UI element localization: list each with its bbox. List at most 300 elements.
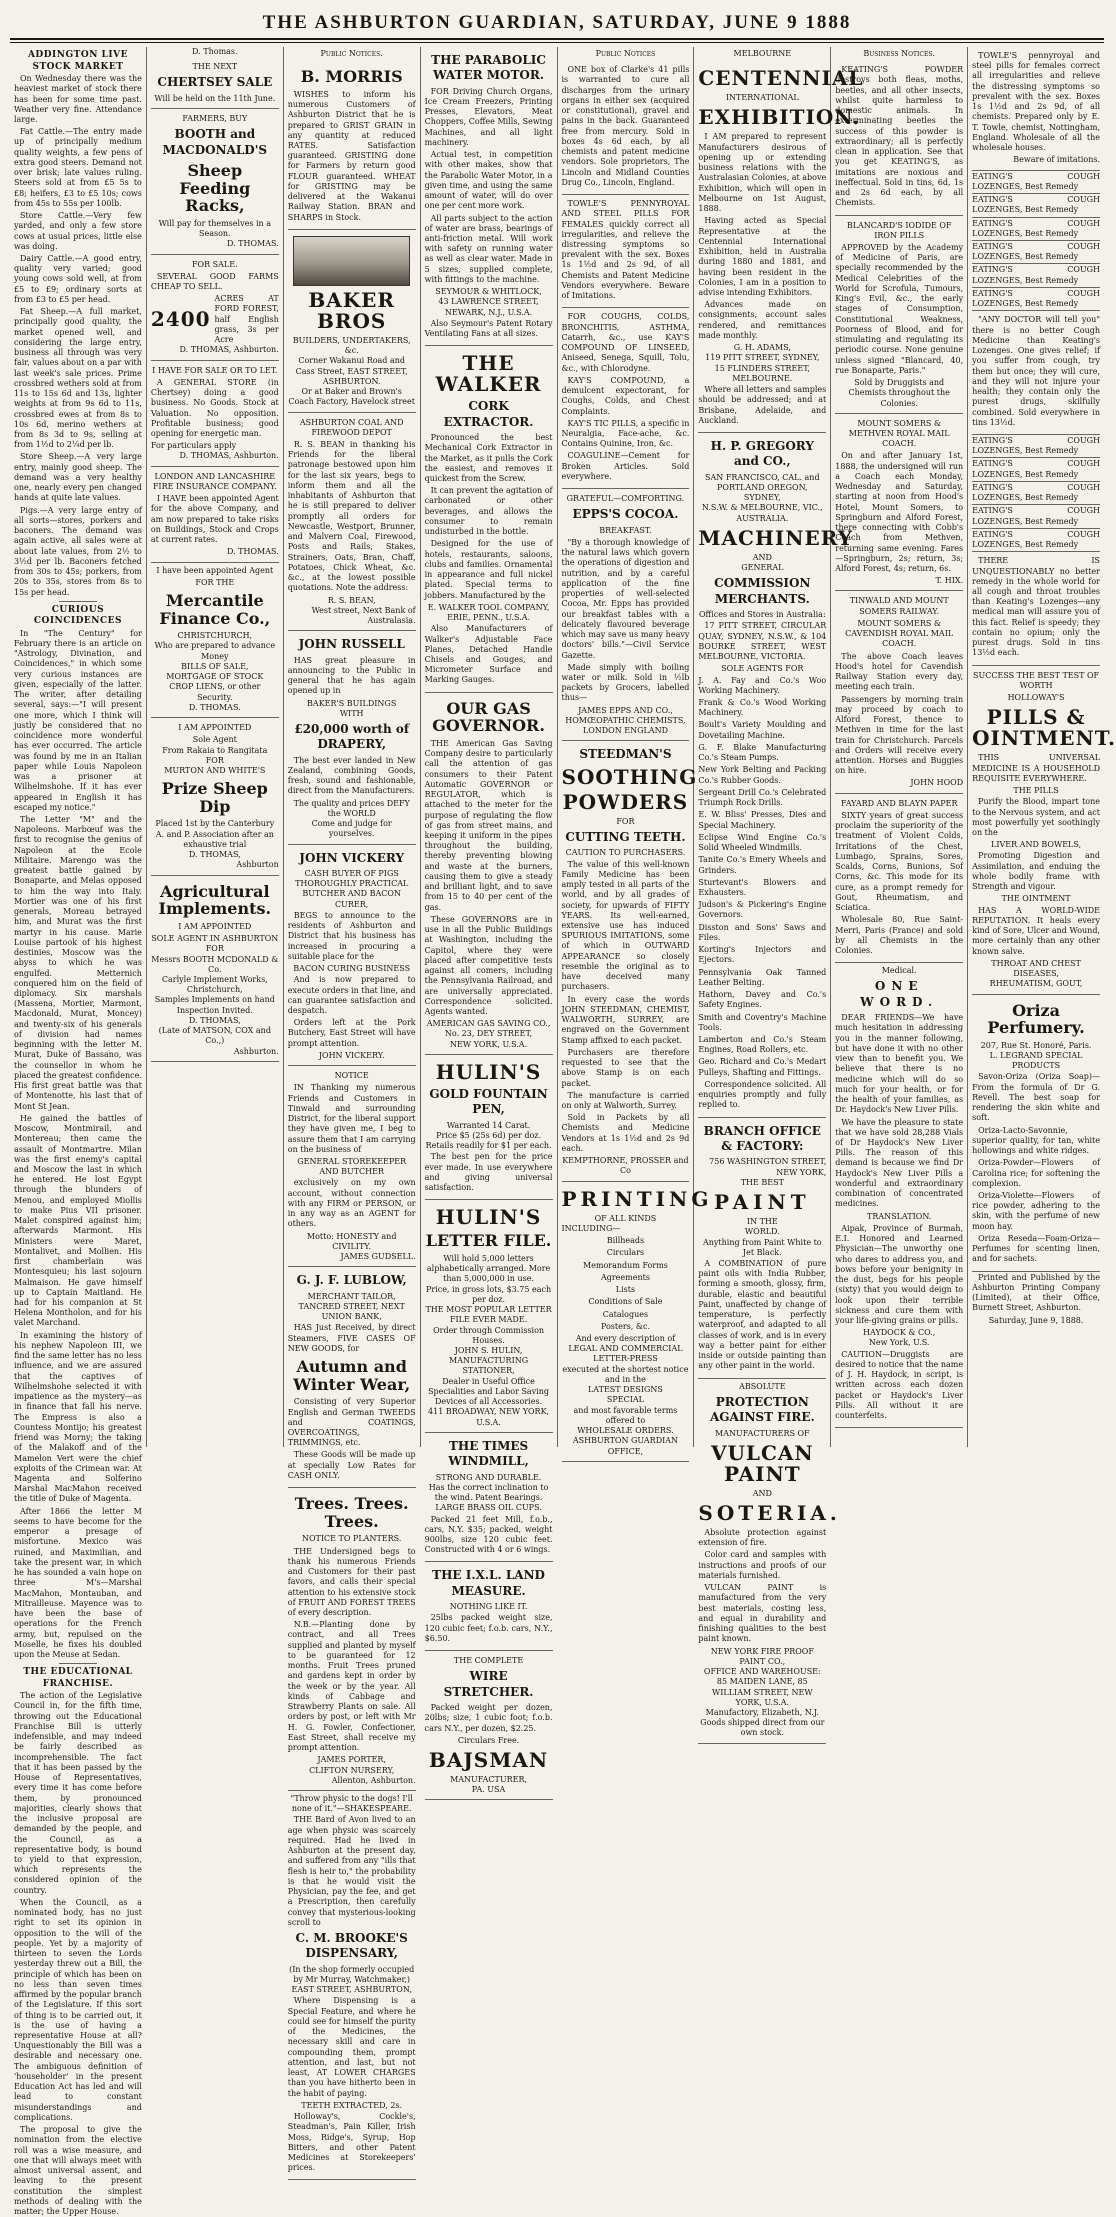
ad-heading: BLANCARD'S IODIDE OF IRON PILLS	[846, 220, 952, 240]
ad-title: OUR GAS GOVERNOR.	[432, 698, 545, 736]
ad-text: AND	[752, 1488, 772, 1498]
ad-john-vickery	[288, 845, 416, 1067]
ad-text: LETTER-PRESS	[593, 1354, 658, 1364]
ad-text: Ashburton.	[233, 1046, 279, 1056]
ad-dispensary	[288, 1791, 416, 2180]
ad-text: Allenton, Ashburton.	[331, 1775, 416, 1785]
article-heading-franchise: THE EDUCATIONAL FRANCHISE.	[23, 1667, 133, 1689]
ad-heading: ASHBURTON COAL AND FIREWOOD DEPOT	[299, 417, 404, 437]
agent-item: Sergeant Drill Co.'s Celebrated Triumph Rock Drills.	[698, 787, 827, 808]
ad-text: Packed 21 feet Mill, f.o.b., cars, N.Y. $35; packed, weight 900lbs, size 120 cubic feet. Constructed with 4 or 6 wings.	[424, 1514, 553, 1555]
ad-text: Order through Commission Houses.	[433, 1325, 545, 1345]
ad-text: TEETH EXTRACTED, 2s.	[301, 2100, 403, 2110]
ad-quote: "Throw physic to the dogs! I'll none of it."—SHAKESPEARE.	[290, 1794, 413, 1814]
ad-coal-depot	[288, 413, 416, 632]
ad-text: 43 LAWRENCE STREET,	[438, 297, 539, 307]
ad-text: FOR	[205, 755, 224, 765]
ad-text: Correspondence solicited. All enquiries promptly and fully replied to.	[698, 1079, 827, 1110]
keating-lozenges-item: EATING'S COUGH LOZENGES, Best Remedy	[972, 505, 1100, 528]
ad-heading: TINWALD AND MOUNT SOMERS RAILWAY.	[849, 596, 949, 616]
agent-item: Korting's Injectors and Ejectors.	[698, 945, 827, 965]
ad-morris	[288, 61, 416, 230]
ad-title: JOHN VICKERY	[299, 850, 405, 865]
ad-text: THROAT AND CHEST DISEASES,	[991, 958, 1081, 979]
article-paragraph: The action of the Legislative Council in, for the fifth time, throwing out the Educational Franchise Bill is utterly indefensible, and may indeed be fairly described as incomprehensible. The fact that it has been passed by the House of Representatives, every time it has come before them, by pronounced majorities, clearly shows that the inclusive proposal are demanded by the people, and the Council, as a representative body, is bound to yield to that expression, which represents the considered opinion of the country.	[14, 1691, 142, 1895]
ad-text: Where all letters and samples should be addressed; and at Brisbane, Adelaide, and Auckland.	[698, 385, 827, 425]
ad-big-text: Prize Sheep Dip	[161, 779, 268, 816]
masthead	[10, 8, 1104, 40]
article-paragraph: Store Sheep.—A very large entry, mainly good sheep. The demand was a very healthy one, nearly every pen changed hands at quite late values.	[14, 452, 142, 503]
ad-company: JAMES EPPS AND CO.,	[578, 705, 673, 715]
ad-text: VULCAN PAINT is manufactured from the very best materials, costing less, and equal in durability and finishing qualities to the best paint known.	[698, 1583, 827, 1644]
ad-text: The best ever landed in New Zealand, combining Goods, fresh, sound and fashionable, direct from the Manufacturers.	[287, 755, 416, 796]
ad-holloways	[972, 666, 1116, 995]
ad-clarkes-pills	[562, 61, 690, 195]
ad-text: CASH BUYER OF PIGS	[304, 868, 399, 878]
ad-signature: D. THOMAS,	[188, 1015, 241, 1025]
ad-title: SOOTHING	[561, 764, 698, 789]
ad-text: Where Dispensing is a Special Feature, and where he could see for himself the purity of the Medicines, the necessary skill and care in compounding them, prompt attention, and last, but not least, AT LOWER CHARGES than you have hitherto been in the habit of paying.	[287, 1996, 416, 2098]
ad-text: Consisting of very Superior English and German TWEEDS and COATINGS, OVERCOATINGS, TRIMMINGS, etc.	[287, 1397, 416, 1448]
ad-text: 207, Rue St. Honoré, Paris.	[980, 1040, 1092, 1050]
ad-text: 756 WASHINGTON STREET, NEW YORK,	[709, 1157, 827, 1177]
ad-text: SOLE AGENTS FOR	[721, 664, 804, 674]
agent-item: Hathorn, Davey and Co.'s Safety Engines.	[698, 990, 827, 1010]
ad-title: Trees. Trees. Trees.	[294, 1494, 409, 1531]
printing-item: Posters, &c.	[600, 1321, 650, 1331]
ad-text: SAN FRANCISCO, CAL. and	[705, 472, 820, 482]
column-7	[831, 47, 968, 1447]
ad-heading: FAYARD AND BLAYN PAPER	[840, 798, 958, 808]
ad-text: Price $5 (25s 6d) per doz. Retails readily for $1 per each.	[425, 1130, 552, 1151]
ad-text: Sold by Druggists and Chemists throughout the Colonies.	[848, 378, 950, 408]
ad-farms-for-sale	[151, 255, 279, 361]
ad-unquestionably	[972, 552, 1100, 665]
article-paragraph: After 1866 the letter M seems to have become for the emperor a presage of misfortune. Mexico was ruined, and Maximilian, and take the present war, in which he has sounded a vain hope on three M's—Marshal MacMahon, Montauban, and Mitrailleuse. Mayence was to have been the base of operations for the French army, but, repulsed on the Moselle, he fixes his doubled upon the Meuse at Sedan.	[14, 1506, 142, 1659]
ad-title: HULIN'S	[435, 1059, 542, 1084]
ad-text: LONDON ENGLAND	[582, 726, 668, 736]
agent-item: Eclipse Wind Engine Co.'s Solid Wheeled Windmills.	[698, 832, 827, 853]
ad-text: Will be held on the 11th June.	[154, 93, 276, 103]
ad-text: BILLS OF SALE,	[181, 661, 249, 671]
ad-towles-pennyroyal	[972, 47, 1100, 171]
ad-text: RHEUMATISM, GOUT,	[989, 979, 1083, 989]
ad-text: N.B.—Planting done by contract, and all Trees supplied and planted by myself to be guaranteed for 12 months. Fruit Trees pruned and gardens kept in order by the week or by the year. All kinds of Cabbage and Strawberry Plants on sale. All orders by post, or left with Mr H. G. Fowler, Confectioner, East Street, shall receive my prompt attention.	[287, 1620, 416, 1753]
ad-sheep-racks	[151, 109, 279, 254]
ad-text: Pronounced the best Mechanical Cork Extractor in the Market, as it pulls the Cork the easiest, and removes it quickest from the Screw.	[424, 433, 553, 483]
ad-heading: THE COMPLETE	[453, 1656, 524, 1666]
ad-vulcan-paint	[698, 1379, 841, 1744]
ad-centennial-exhibition	[698, 61, 864, 433]
ad-text: Purchasers are therefore requested to see that the above Stamp is on each packet.	[561, 1047, 690, 1088]
ad-text: 85 MAIDEN LANE, 85 WILLIAM STREET, NEW YORK, U.S.A.	[712, 1677, 813, 1707]
ad-wire-stretcher	[425, 1651, 553, 1800]
ad-text: Advances made on consignments, account sales rendered, and remittances made monthly.	[698, 300, 827, 340]
agent-item: G. F. Blake Manufacturing Co.'s Steam Pumps.	[698, 742, 827, 763]
ad-text: AND	[752, 552, 772, 562]
ad-fountain-pen	[425, 1055, 553, 1200]
agent-item: Frank & Co.'s Wood Working Machinery.	[698, 697, 827, 718]
ad-text: Or at Baker and Brown's Coach Factory, Havelock street	[288, 387, 415, 407]
ad-text: CUTTING TEETH.	[565, 830, 686, 845]
agent-item: Boult's Variety Moulding and Dovetailing Machine.	[698, 720, 827, 740]
ad-title: HULIN'S	[435, 1205, 542, 1230]
ad-text: CAUTION—Druggists are desired to notice that the name of J. H. Haydock, in script, is written across each dozen packet or Haydock's Liver Pills. All without it are counterfeits.	[835, 1349, 964, 1421]
ad-text: Orders left at the Pork Butchery, East Street will have prompt attention.	[287, 1018, 416, 1048]
ad-trees	[288, 1488, 416, 1791]
masthead-rule	[10, 42, 1104, 43]
ad-text: Also Manufacturers of Walker's Adjustable Face Planes, Detached Handle Chisels and Gouges, and Micrometer Surface and Marking Gauges.	[424, 624, 553, 685]
ad-sheep-dip	[151, 718, 279, 876]
ad-text: Messrs BOOTH MCDONALD & Co.	[151, 954, 279, 974]
ad-text: Actual test, in competition with other makes, show that the Parabolic Water Motor, in a given time, and using the same amount of water, will do over one per cent more work.	[424, 150, 553, 211]
imprint-text: Printed and Published by the Ashburton Printing Company (Limited), at their Office, Burnett Street, Ashburton.	[972, 1272, 1100, 1313]
ad-text: BAKER'S BUILDINGS	[307, 698, 397, 708]
ad-text: Inspection Invited.	[176, 1005, 253, 1015]
article-paragraph: In examining the history of his nephew Napoleon III, we find the same letter has no less influence, and we are assured that the captives of Wilhelmshohe selected it with impatience as the mystery—as in finance that fall his nerve. The Empress is also a Countess Montijo; his greatest friend was Morny; the taking of the Malakoff and of the Mamelon Vert were the chief exploits of the Crimean war. At Magenta and Solferino Marshal MacMahon received the title of Duke of Magenta.	[14, 1330, 142, 1504]
ad-title: ONE WORD.	[860, 979, 939, 1009]
ad-text: (In the shop formerly occupied by Mr Murray, Watchmaker,)	[289, 1964, 415, 1984]
printing-item: Billheads	[606, 1236, 645, 1246]
ad-text: FOR	[616, 816, 635, 826]
ad-title: CHERTSEY SALE	[157, 75, 273, 90]
ad-text: FOR Driving Church Organs, Ice Cream Freezers, Printing Presses, Elevators, Meat Choppers, Coffee Mills, Sewing Machines, and all light machinery.	[424, 86, 553, 147]
ad-heading: TRANSLATION.	[867, 1211, 932, 1221]
ad-text: Who are prepared to advance Money	[154, 641, 276, 661]
ad-text: Having acted as Special Representative at the Centennial International Exhibition, held in Australia during 1880 and 1881, and having been resident in the Colonies, I am in a position to advise intending Exhibitors.	[698, 216, 827, 297]
section-heading: Business Notices.	[863, 49, 935, 58]
ad-text: HOMŒOPATHIC CHEMISTS,	[565, 715, 686, 725]
ad-text: Sold in Packets by all Chemists and Medicine Vendors at 1s 1½d and 2s 9d each.	[561, 1113, 690, 1153]
ad-text: THE American Gas Saving Company desire to particularly call the attention of gas consumers to their Patent Automatic GOVERNOR or REGULATOR, which is attached to the meter for the purpose of regulating the flow of gas from street mains, and keeping it uniform in the pipes throughout the building, thereby preventing blowing and waste at the burners, causing them to give a steady and brilliant light, and to save from 15 to 40 per cent of the gas.	[424, 738, 553, 912]
ad-tinwald-railway	[835, 591, 963, 793]
ad-text: 15 FLINDERS STREET, MELBOURNE.	[714, 363, 810, 383]
ad-general-store	[151, 361, 279, 467]
ad-text: WORLD.	[744, 1227, 780, 1237]
ad-text: A GENERAL STORE (in Chertsey) doing a good business. No Goods. Stock at Valuation. No opposition. Profitable business; good opening for energetic man.	[150, 377, 279, 439]
ad-title: B. MORRIS	[300, 67, 403, 87]
ad-text: Come and judge for yourselves.	[311, 819, 392, 839]
ad-text: HAS A WORLD-WIDE REPUTATION. It heals every kind of Sore, Ulcer and Wound, more certainly than any other known salve.	[972, 905, 1100, 956]
ad-signature: JOHN VICKERY.	[318, 1050, 385, 1060]
ad-towles-pills	[562, 195, 690, 308]
ad-text: Also Seymour's Patent Rotary Ventilating Fans at all sizes.	[424, 318, 553, 339]
ad-text: BREAKFAST.	[599, 525, 652, 535]
ad-signature: D. THOMAS,	[188, 850, 241, 860]
ad-text: "By a thorough knowledge of the natural laws which govern the operations of digestion and nutrition, and by a careful application of the fine properties of well-selected Cocoa, Mr. Epps has provided our breakfast tables with a delicately flavoured beverage which may save us many heavy doctors' bills."—Civil Service Gazette.	[561, 537, 690, 660]
ad-text: THIS UNIVERSAL MEDICINE IS A HOUSEHOLD REQUISITE EVERYWHERE.	[972, 753, 1100, 783]
ad-text: (Late of MATSON, COX and Co.,)	[158, 1026, 271, 1046]
section-heading: Public Notices.	[320, 49, 383, 58]
ad-insurance	[151, 467, 279, 563]
ad-text: PA. USA	[471, 1785, 506, 1795]
ad-text: KAY'S TIC PILLS, a specific in Neuralgia, Face-ache, &c. Contains Quinine, Iron, &c.	[561, 418, 690, 449]
ad-text: For particulars apply	[150, 441, 237, 451]
ad-heading: ABSOLUTE	[739, 1381, 786, 1391]
section-heading: MELBOURNE	[733, 49, 792, 58]
ad-text: No. 23, DEY STREET,	[444, 1029, 533, 1039]
ad-text: NEW YORK, U.S.A.	[449, 1039, 528, 1049]
ad-company: E. WALKER TOOL COMPANY,	[427, 602, 550, 612]
ad-text: WHOLESALE ORDERS.	[577, 1426, 674, 1436]
ad-text: and most favorable terms offered to	[573, 1405, 678, 1425]
ad-water-motor	[425, 47, 553, 346]
ad-text: CROP LIENS, or other Security.	[169, 682, 261, 702]
ad-text: Manufactory, Elizabeth, N.J.	[705, 1708, 819, 1717]
ad-text: A COMBINATION of pure paint oils with India Rubber, forming a smooth, glossy, firm, durable, elastic and beautiful Paint, unaffected by change of temperature, is perfectly waterproof, and adapted to all classes of work, and is in every way a better paint for either inside or outside painting than any other paint in the world.	[698, 1259, 827, 1371]
ad-text: I AM prepared to represent Manufacturers desirous of opening up or extending business relations with the Australasian Colonies, at above Exhibition, which will open in Melbourne on 1st August, 1888.	[698, 132, 827, 214]
column-4	[421, 47, 558, 1795]
ad-text: DEAR FRIENDS—We have much hesitation in addressing you in the manner following, but have done it with no other view than to benefit you. We believe that there is no medicine which will do so much for your health, or for the health of your families, as Dr. Haydock's New Liver Pills.	[835, 1013, 964, 1115]
ad-signature: T. HIX.	[935, 576, 964, 586]
ad-text: exclusively on my own account, without connection with any FIRM or PERSON, or in any way as an AGENT for others.	[287, 1178, 416, 1229]
ad-text: Ashburton	[236, 860, 279, 870]
ad-gudsell-notice	[288, 1066, 416, 1267]
ad-heading: MOUNT SOMERS & METHVEN ROYAL MAIL COACH.	[848, 418, 950, 449]
ad-text: Savon-Oriza (Oriza Soap)—From the formula of Dr G. Revell. The best soap for rendering the skin white and soft.	[972, 1072, 1100, 1123]
column-5	[558, 47, 713, 1456]
ad-text: Oriza Reseda—Foam-Oriza—Perfumes for scenting linen, and for sachets.	[972, 1233, 1100, 1264]
imprint	[972, 1273, 1100, 1326]
ad-text: 17 PITT STREET, CIRCULAR QUAY, SYDNEY, N.S.W., & 104 BOURKE STREET, WEST MELBOURNE, VICTORIA.	[698, 621, 827, 662]
ad-text: MANUFACTURERS OF	[715, 1428, 810, 1438]
ad-text: Oriza-Lacto-Savonnie, superior quality, for tan, white hollowings and white ridges.	[972, 1125, 1100, 1156]
ad-text: APPROVED by the Academy of Medicine of Paris, are specially recommended by the Medical Celebrities of the World for Scrofula, Tumours, King's Evil, &c., the early stages of Consumption, Constitutional Weakness, Poorness of Blood, and for stimulating and regulating its periodic course. None genuine unless signed "Blancard, 40, rue Bonaparte, Paris."	[835, 242, 964, 375]
ad-text: THE Undersigned begs to thank his numerous Friends and Customers for their past favors, and calls their special attention to his extensive stock of FRUIT AND FOREST TREES of every description.	[287, 1546, 416, 1618]
ad-text: LARGE BRASS OIL CUPS.	[435, 1503, 542, 1513]
agent-item: Geo. Richard and Co.'s Medart Pulleys, Shafting and Fittings.	[698, 1057, 827, 1077]
ad-signature: JAMES PORTER,	[317, 1755, 386, 1765]
ad-text: MANUFACTURER,	[450, 1774, 528, 1784]
agent-item: Pennsylvania Oak Tanned Leather Belting.	[698, 967, 827, 987]
keating-lozenges-list	[972, 435, 1100, 552]
agent-item: Lamberton and Co.'s Steam Engines, Road Rollers, etc.	[698, 1035, 827, 1055]
ad-text: LETTER FILE.	[425, 1231, 552, 1251]
agent-item: J. A. Fay and Co.'s Woo Working Machinery.	[698, 675, 827, 695]
printing-item: Catalogues	[602, 1309, 649, 1319]
article-paragraph: On Wednesday there was the heaviest market of stock there has been for some time past. Weather very fine. Attendance large.	[14, 74, 142, 124]
ad-acres-number: 2400	[150, 307, 211, 332]
ad-text: Promoting Digestion and Assimilation, and enduing the whole bodily frame with Strength and vigour.	[972, 851, 1100, 892]
ad-title: WIRE STRETCHER.	[443, 1669, 534, 1699]
ad-text: THOROUGHLY PRACTICAL BUTCHER AND BACON CURER,	[295, 879, 409, 909]
agent-item: Tanite Co.'s Emery Wheels and Grinders.	[698, 855, 827, 875]
printing-item: Conditions of Sale	[588, 1297, 663, 1307]
ad-title: EPPS'S COCOA.	[572, 507, 679, 522]
ad-printing	[561, 1182, 713, 1462]
ad-text: MERCHANT TAILOR,	[307, 1291, 396, 1301]
ad-text: The above Coach leaves Hood's hotel for Cavendish Railway Station every day, meeting each train.	[835, 651, 964, 692]
agent-item: Disston and Sons' Saws and Files.	[698, 922, 827, 942]
ad-text: 119 PITT STREET, SYDNEY,	[705, 353, 820, 363]
section-heading: Public Notices	[595, 49, 656, 58]
ad-text: ACRES AT FORD FOREST, half English grass, 3s per Acre	[214, 294, 279, 345]
ad-text: Christchurch,	[186, 985, 243, 995]
ad-text: IN THE	[746, 1217, 778, 1227]
ad-kays-compound	[562, 308, 690, 489]
ad-signature: R. S. BEAN,	[327, 595, 376, 605]
ad-text: LEGAL AND COMMERCIAL	[568, 1344, 683, 1354]
ad-text: Anything from Paint White to Jet Black.	[702, 1237, 822, 1257]
ad-text: BEGS to announce to the residents of Ashburton and District that his business has increased in procuring a suitable place for the	[287, 910, 416, 961]
ad-text: STRONG AND DURABLE.	[435, 1472, 542, 1482]
ad-title: PROTECTION AGAINST FIRE.	[709, 1394, 815, 1425]
ad-blancards-pills	[835, 216, 963, 414]
ad-text: ONE box of Clarke's 41 pills is warranted to cure all discharges from the urinary organs in either sex (acquired or constitutional), gravel and pains in the back. Guaranteed free from mercury. Sold in boxes 4s 6d each, by all chemists and patent medicine vendors. Sole proprietors, The Lincoln and Midland Counties Drug Co., Lincoln, England.	[561, 65, 690, 187]
article-paragraph: He gained the battles of Moscow, Montmirail, and Montereau; then came the assault of Montmartre. Milan was the first enemy's capital and Moscow the last in which he entered. He lost Egypt through the blunders of Menou, and employed Miollis to make Pius VII prisoner. Malet conspired against him; afterwards Marmont. His Ministers were Maret, Montalivet, and Mollien. His first chamberlain was Montesquieu; his last sojourn Malmaison. He gave himself up to Captain Maitland. He had for his companion at St Helena Montholon, and for his valet Marchand.	[14, 1113, 142, 1328]
ad-text: THE BEST	[740, 1177, 784, 1187]
ad-text: MORTGAGE OF STOCK	[166, 672, 264, 682]
agent-item: Sturtevant's Blowers and Exhausters.	[698, 877, 827, 897]
ad-heading: FARMERS, BUY	[182, 114, 248, 124]
ad-text: 411 BROADWAY, NEW YORK, U.S.A.	[428, 1407, 550, 1427]
ad-epps-cocoa	[562, 489, 690, 741]
ad-text: NOTHING LIKE IT.	[449, 1602, 528, 1612]
ad-text: LATEST DESIGNS	[587, 1385, 663, 1395]
ad-text: GOLD FOUNTAIN PEN,	[429, 1086, 548, 1117]
ad-text: And is now prepared to execute orders in that line, and can guarantee satisfaction and despatch.	[287, 975, 416, 1015]
ad-text: MURTON AND WHITE'S	[164, 766, 266, 776]
ad-text: INTERNATIONAL	[725, 93, 799, 103]
ad-text: On and after January 1st, 1888, the undersigned will run a Coach each Monday, Wednesday and Saturday, starting at noon from Hood's Hotel, Mount Somers, to Springburn and Alford Forest, there connecting with Cobb's Coach from Methven, returning same evening. Fares—Springburn, 2s; return, 3s; Alford Forest, 4s; return, 6s.	[835, 451, 964, 574]
section-heading: Medical.	[881, 966, 917, 976]
ad-text: Purify the Blood, impart tone to the Nervous system, and act most powerfully yet soothingly on the	[972, 797, 1100, 837]
agent-item: Smith and Coventry's Machine Tools.	[698, 1012, 827, 1032]
article-paragraph: When the Council, as a nominated body, has no just right to set its opinion in opposition to the will of the people. Yet by a majority of thirteen to seven the Lords yesterday threw out a Bill, the principle of which has been on no less than seven times affirmed by the popular branch of the Legislature. If this sort of thing is to be carried out, it is the use of having a representative House at all? Unquestionably the Bill was a desirable and necessary one. The ambiguous definition of 'householder' in the present Education Act has led and will lead to constant misunderstandings and complications.	[14, 1897, 142, 2122]
ad-big-text: C. M. BROOKE'S DISPENSARY,	[295, 1931, 408, 1961]
ad-text: THE Bard of Avon lived to an age when physic was scarcely required. Had he lived in Ashburton at the present day, and suffered from any "ills that flesh is heir to," the probability is that he would visit the Physician, pay the fee, and get a Prescription, then carefully convey that mysterious-looking scroll to	[287, 1815, 416, 1927]
ad-text: Made simply with boiling water or milk. Sold in ½lb packets by Grocers, labelled thus—	[561, 662, 690, 703]
ad-text: TOWLE'S PENNYROYAL AND STEEL PILLS FOR FEMALES quickly correct all irregularities, and relieve the distressing symptoms so prevalent with the sex. Boxes 1s 1½d and 2s 9d, of all Chemists and Patent Medicine Vendors everywhere. Beware of Imitations.	[561, 199, 690, 301]
ad-heading: NOTICE TO PLANTERS.	[301, 1534, 402, 1544]
article-paragraph: Fat Sheep.—A full market, principally good quality, the market opened well, and considering the large entry, business all through was very fair, values about on a par with last week's sale prices. Prime crossbred wethers sold at from 11s to 15s 6d and 13s, lighter weights at from 9s 6d to 11s, crossbred ewes at from 8s to 10s 6d, merino wethers at from 8s 3d to 9s, selling at from 1½d to 2¼d per lb.	[14, 307, 142, 450]
ad-company: NEW YORK FIRE PROOF PAINT CO.,	[710, 1646, 814, 1666]
article-paragraph: Pigs.—A very large entry of all sorts—stores, porkers and baconers. The demand was again active, all sales were at about late values, from 2½ to 3½d per lb. Baconers fetched from 30s to 45s; porkers, from 20s to 35s, stores from 8s to 15s per head.	[14, 505, 142, 597]
ad-text: Dealer in Useful Office Specialities and Labor Saving Devices of all Accessories.	[428, 1376, 550, 1407]
ad-text: GENERAL STOREKEEPER AND BUTCHER	[297, 1157, 407, 1177]
keating-lozenges-item: EATING'S COUGH LOZENGES, Best Remedy	[972, 171, 1100, 194]
ad-text: TOWLE'S pennyroyal and steel pills for females correct all irregularities and relieve the distressing symptoms so prevalent with the sex. Boxes 1s 1½d and 2s 9d, of all chemists. Prepared only by E. T. Towle, chemist, Nottingham, England. Wholesale of all the wholesale houses.	[972, 51, 1100, 153]
ad-text: N.S.W. & MELBOURNE, VIC.,	[701, 503, 823, 513]
ad-text: I HAVE been appointed Agent for the above Company, and am now prepared to take risks on Buildings, Stock and Crops at current rates.	[150, 494, 279, 545]
ad-text: FOR COUGHS, COLDS, BRONCHITIS, ASTHMA, Catarrh, &c., use KAY'S COMPOUND OF LINSEED, Aniseed, Senega, Squill, Tolu, &c., with Chlorodyne.	[561, 312, 690, 373]
ad-text: PORTLAND OREGON, SYDNEY,	[717, 482, 808, 503]
column-1	[10, 47, 147, 2216]
ad-text: Oriza-Violette—Flowers of rice powder, adhering to the skin, with the perfume of new moon hay.	[972, 1190, 1100, 1231]
ad-company: AMERICAN GAS SAVING CO.,	[426, 1019, 551, 1029]
ad-heading: LONDON AND LANCASHIRE FIRE INSURANCE COMPANY.	[152, 471, 277, 491]
keating-lozenges-item: EATING'S COUGH LOZENGES, Best Remedy	[972, 218, 1100, 241]
ad-text: And every description of	[575, 1333, 676, 1343]
ad-john-russell	[288, 631, 416, 844]
ad-big-text: £20,000 worth of DRAPERY,	[294, 721, 410, 752]
ad-text: The manufacture is carried on only at Walworth, Surrey.	[561, 1090, 690, 1110]
column-6	[694, 47, 864, 1738]
ad-heading: STEEDMAN'S	[579, 747, 672, 762]
ad-cork-extractor	[425, 346, 553, 692]
ad-land-measure	[425, 1562, 553, 1651]
column-8	[968, 47, 1116, 1447]
ad-text: Wholesale 80, Rue Saint-Merri, Paris (France) and sold by all Chemists in the Colonies.	[835, 915, 964, 955]
divider	[59, 601, 97, 602]
ad-text: L. LEGRAND SPECIAL PRODUCTS	[989, 1050, 1083, 1071]
ad-company: JOHN S. HULIN,	[454, 1345, 523, 1355]
ad-haydock-pills	[835, 963, 963, 1428]
ad-text: Will pay for themselves in a Season.	[158, 218, 272, 239]
ad-text: FOR THE	[195, 577, 235, 587]
ad-text: Price, in gross lots, $3.75 each per doz.	[425, 1284, 552, 1304]
ad-best-paint	[698, 1118, 826, 1379]
ad-text: Warranted 14 Carat.	[446, 1120, 531, 1130]
ad-text: SIXTY years of great success proclaim the superiority of the treatment of Violent Colds, Irritations of the Chest, Lumbago, Sprains, Sores, Scalds, Corns, Bunions, Sof Corns, &c. This mode for its cure, as a prompt remedy for Gout, Rheumatism, and Sciatica.	[835, 810, 964, 913]
ad-heading: BRANCH OFFICE & FACTORY:	[703, 1123, 821, 1154]
ad-title: PAINT	[714, 1190, 811, 1215]
ad-text: "ANY DOCTOR will tell you" there is no better Cough Medicine than Keating's Lozenges. One gives relief; if you suffer from cough, try them but once; they will cure, and they will not injure your health; they contain only the purest drugs, skilfully combined. Sold everywhere in tins 13½d.	[972, 315, 1100, 427]
ad-letter-file	[425, 1200, 553, 1433]
ad-text: Holloway's, Cockle's, Steadman's, Pain Killer, Irish Moss, Ridge's, Syrup, Hop Bitters, and other Patent Medicines at Storekeepers' prices.	[287, 2112, 416, 2173]
ad-heading: I AM APPOINTED	[178, 723, 252, 733]
keating-lozenges-item: EATING'S COUGH LOZENGES, Best Remedy	[972, 435, 1100, 458]
ad-text: CLIFTON NURSERY,	[309, 1765, 395, 1775]
printing-item: Agreements	[600, 1272, 650, 1282]
ad-text: OF ALL KINDS	[594, 1213, 657, 1223]
ad-text: THE OINTMENT	[1001, 894, 1071, 904]
imprint-date: Saturday, June 9, 1888.	[988, 1315, 1084, 1325]
ad-text: Goods shipped direct from our own stock.	[700, 1718, 825, 1738]
ad-title: POWDERS	[562, 789, 689, 814]
article-paragraph: Dairy Cattle.—A good entry, quality very varied; good young cows sold well, at from £5 to £9; ordinary sorts at from £3 to £5 per head.	[14, 254, 142, 304]
ad-text: It can prevent the agitation of carbonated or other beverages, and allows the consumer to remain undisturbed in the bottle.	[424, 486, 553, 537]
ad-text: Will hold 5,000 letters alphabetically arranged. More than 5,000,000 in use.	[426, 1253, 551, 1284]
ad-text: WISHES to inform his numerous Customers of Ashburton District that he is prepared to GRIST GRAIN in any quantity at reduced RATES. Satisfaction guaranteed. GRISTING done for Farmers by return good FLOUR guaranteed. WHEAT for GRISTING may be delivered at the Wakanui Railway Station. BRAN and SHARPS in Stock.	[287, 89, 416, 222]
keating-lozenges-item: EATING'S COUGH LOZENGES, Best Remedy	[972, 264, 1100, 287]
ad-title: PRINTING	[561, 1186, 713, 1211]
ad-signature: D. THOMAS.	[226, 547, 279, 557]
ad-title: BOOTH and MACDONALD'S	[162, 127, 268, 157]
divider	[59, 1663, 97, 1664]
ad-text: CORK EXTRACTOR.	[443, 399, 534, 429]
ad-text: KEMPTHORNE, PROSSER and Co	[562, 1156, 689, 1176]
ad-text: 25lbs packed weight size, 120 cubic feet; f.o.b. cars, N.Y., $6.50.	[424, 1613, 553, 1643]
ad-text: executed at the shortest notice and in the	[562, 1364, 689, 1384]
ad-text: All parts subject to the action of water are brass, bearings of anti-friction metal. Will work with safety on running water as well as clear water. Made in 5 sizes, supplied complete, with fittings to the machine.	[424, 213, 553, 284]
ad-chertsey-sale	[151, 57, 279, 109]
ad-text: The quality and prices DEFY the WORLD	[293, 798, 410, 818]
ad-text: We have the pleasure to state that we have sold 28,288 Vials of Dr Haydock's New Liver Pills. The reason of this demand is because we find Dr Haydock's New Liver Pills a wonderful and extraordinary combination of concentrated medicines.	[835, 1117, 964, 1209]
ad-text: CAUTION TO PURCHASERS.	[565, 848, 686, 858]
ad-big-text: SOTERIA.	[698, 1501, 841, 1526]
ad-heading: I HAVE FOR SALE OR TO LET.	[152, 365, 278, 375]
agent-item: Judson's & Pickering's Engine Governors.	[698, 900, 827, 920]
ad-big-text: COMMISSION MERCHANTS.	[714, 576, 811, 606]
ad-heading: FOR SALE.	[191, 259, 238, 269]
ad-text: These Goods will be made up at specially Low Rates for CASH ONLY.	[287, 1450, 416, 1480]
ad-text: THE PILLS	[1013, 786, 1059, 796]
printing-item: Memorandum Forms	[582, 1260, 668, 1270]
agent-item: New York Belting and Packing Co.'s Rubber Goods.	[698, 765, 827, 785]
ad-heading: THE NEXT	[192, 62, 238, 72]
ad-signature: JAMES GUDSELL.	[340, 1252, 416, 1262]
ad-text: KEATING'S POWDER destroys both fleas, moths, beetles, and all other insects, whilst quite harmless to domestic animals. In exterminating beetles the success of this powder is extraordinary; all is perfectly clean in application. See that you get KEATING'S, as imitations are noxious and ineffectual. Sold in tins, 6d, 1s and 2s 6d each, by all Chemists.	[835, 65, 964, 208]
ad-signature: JOHN HOOD	[910, 778, 964, 788]
ad-gregory-machinery	[698, 433, 854, 1118]
ad-heading: MOUNT SOMERS & CAVENDISH ROYAL MAIL COACH.	[845, 618, 954, 649]
keating-lozenges-item: EATING'S COUGH LOZENGES, Best Remedy	[972, 194, 1100, 217]
ad-heading: NOTICE	[334, 1071, 369, 1081]
ad-text: The best pen for the price ever made. In use everywhere and giving universal satisfaction.	[424, 1152, 553, 1193]
ad-text: AUSTRALIA.	[736, 513, 789, 523]
ad-signature: D. Thomas.	[192, 47, 238, 56]
